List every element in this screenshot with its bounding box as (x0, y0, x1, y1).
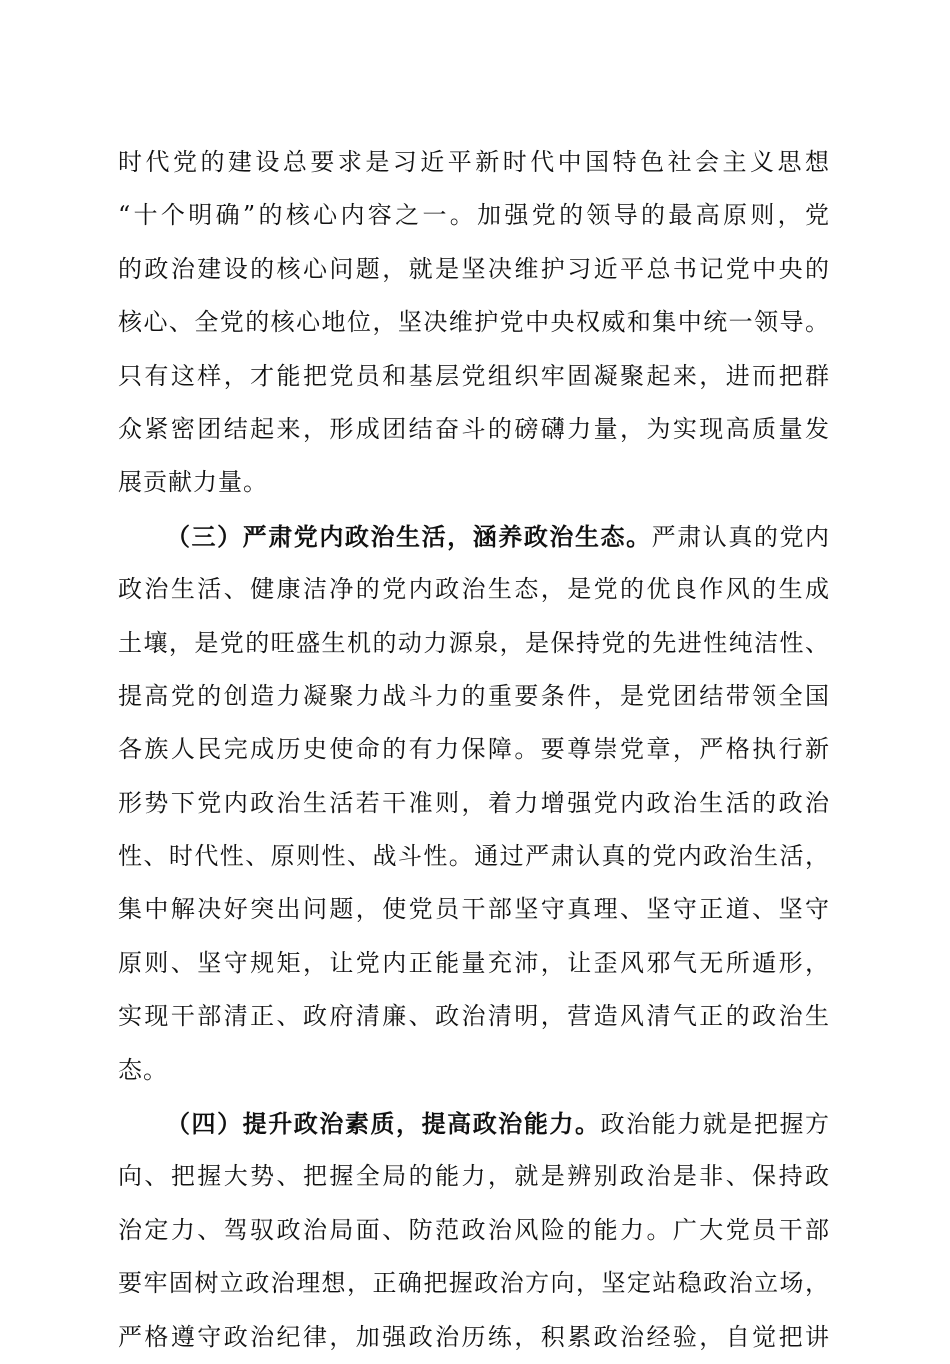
text-line: 态。 (118, 1055, 168, 1084)
paragraph-section-4 (118, 1097, 830, 1364)
paragraph-intro-fragment (118, 136, 830, 510)
text-line: “十个明确”的核心内容之一。加强党的领导的最高原则，党 (118, 201, 830, 230)
text-line: 形势下党内政治生活若干准则，着力增强党内政治生活的政治 (118, 788, 830, 817)
text-line: 治定力、驾驭政治局面、防范政治风险的能力。广大党员干部 (118, 1215, 830, 1244)
section-4-first-line-text: 政治能力就是把握方 (600, 1110, 830, 1139)
text-line: 的政治建设的核心问题，就是坚决维护习近平总书记党中央的 (118, 254, 830, 283)
text-line: 性、时代性、原则性、战斗性。通过严肃认真的党内政治生活， (118, 842, 830, 871)
text-line: 展贡献力量。 (118, 468, 268, 497)
text-line: 时代党的建设总要求是习近平新时代中国特色社会主义思想 (118, 148, 830, 176)
paragraph-section-3 (118, 510, 830, 1097)
text-line: 土壤，是党的旺盛生机的动力源泉，是保持党的先进性纯洁性、 (118, 628, 830, 657)
document-body (118, 136, 830, 1364)
section-4-heading: （四）提升政治素质，提高政治能力。 (166, 1109, 601, 1139)
text-line: 核心、全党的核心地位，坚决维护党中央权威和集中统一领导。 (118, 308, 830, 337)
text-line: 各族人民完成历史使命的有力保障。要尊崇党章，严格执行新 (118, 735, 830, 764)
section-4-first-line (118, 1097, 830, 1150)
section-3-first-line-text: 严肃认真的党内 (651, 522, 830, 551)
section-3-heading: （三）严肃党内政治生活，涵养政治生态。 (166, 521, 652, 551)
text-line: 实现干部清正、政府清廉、政治清明，营造风清气正的政治生 (118, 1002, 830, 1031)
text-line: 提高党的创造力凝聚力战斗力的重要条件，是党团结带领全国 (118, 681, 830, 710)
section-3-first-line (118, 510, 830, 563)
text-line: 要牢固树立政治理想，正确把握政治方向，坚定站稳政治立场， (118, 1269, 830, 1298)
text-line: 众紧密团结起来，形成团结奋斗的磅礴力量，为实现高质量发 (118, 414, 830, 443)
text-line: 只有这样，才能把党员和基层党组织牢固凝聚起来，进而把群 (118, 361, 830, 390)
text-line: 严格遵守政治纪律，加强政治历练，积累政治经验，自觉把讲 (118, 1322, 830, 1351)
text-line: 原则、坚守规矩，让党内正能量充沛，让歪风邪气无所遁形， (118, 948, 830, 977)
text-line: 政治生活、健康洁净的党内政治生态，是党的优良作风的生成 (118, 575, 830, 604)
text-line: 集中解决好突出问题，使党员干部坚守真理、坚守正道、坚守 (118, 895, 830, 924)
text-line: 向、把握大势、把握全局的能力，就是辨别政治是非、保持政 (118, 1162, 830, 1191)
